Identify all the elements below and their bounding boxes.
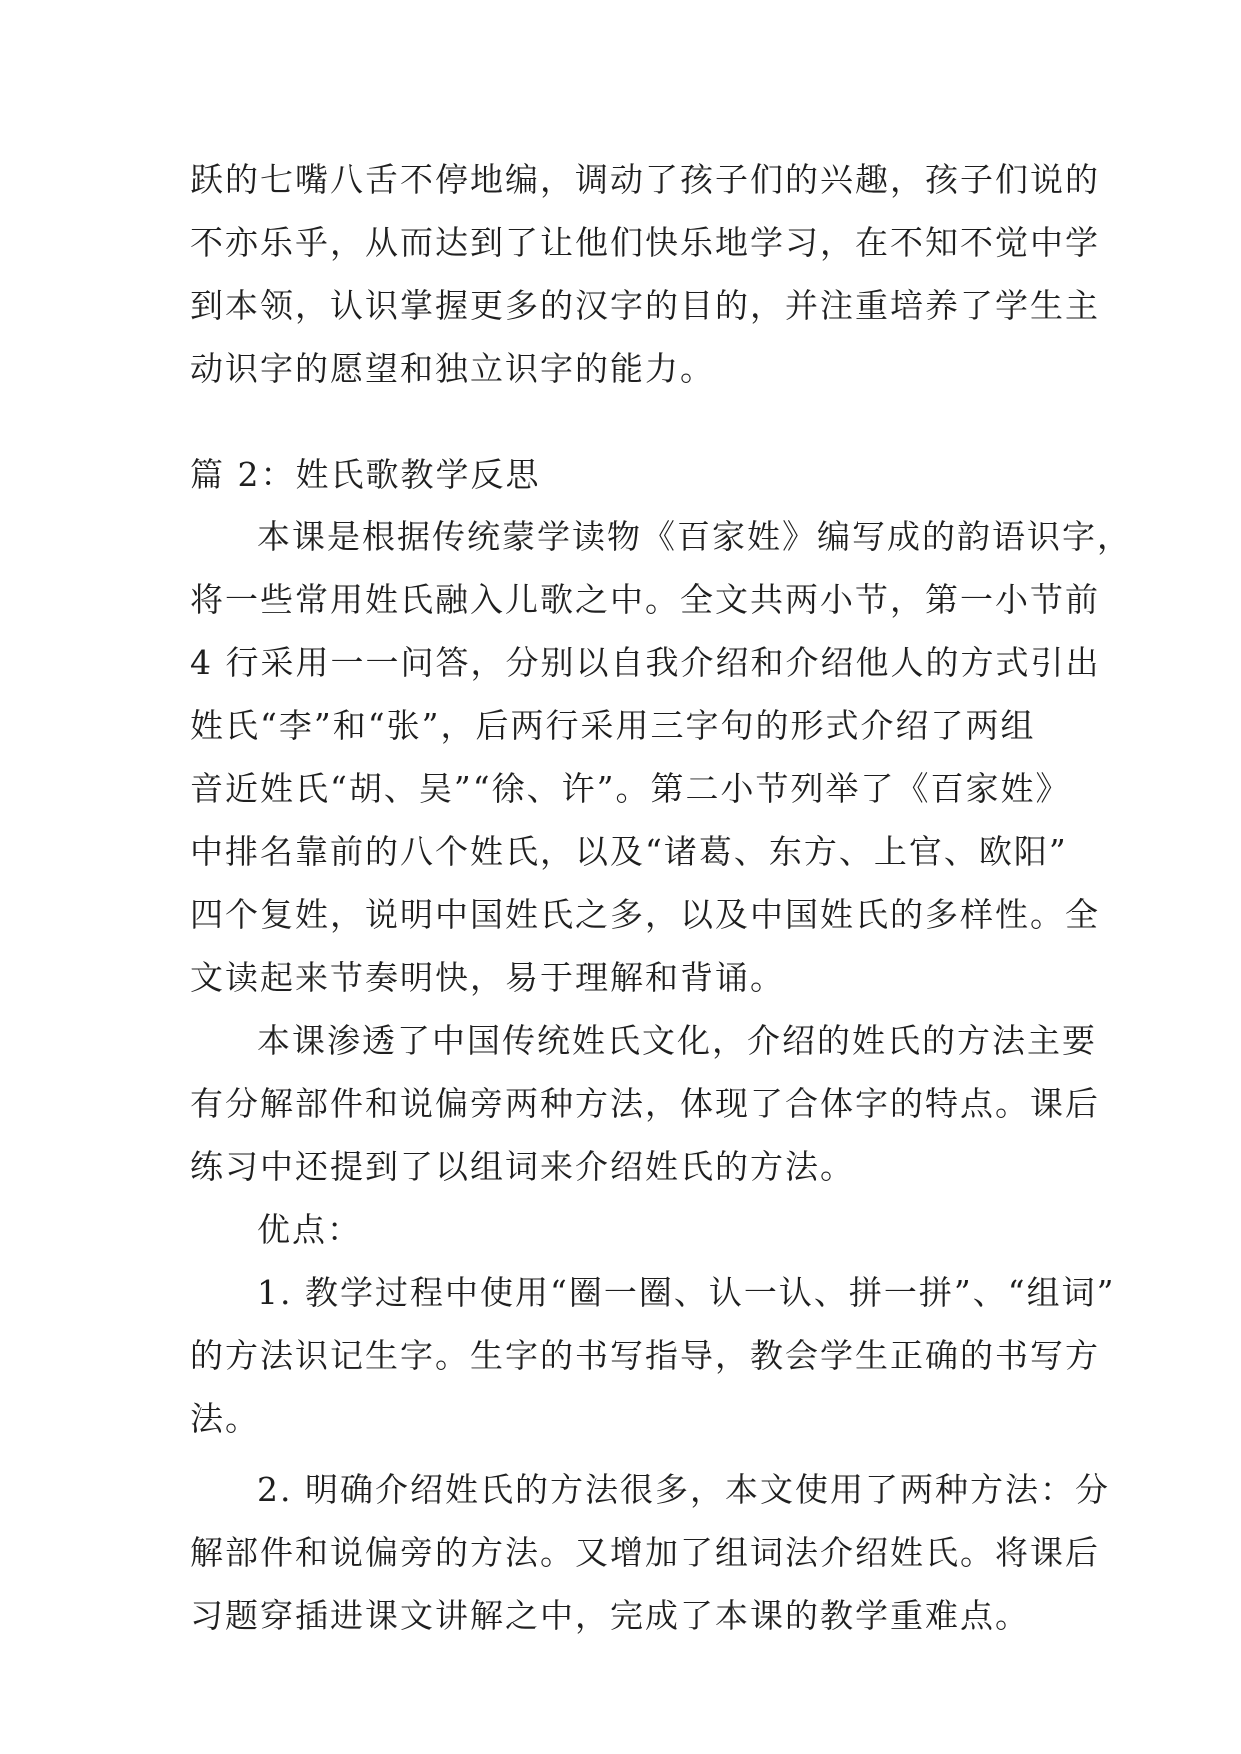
continuation-line: 动识字的愿望和独立识字的能力。 bbox=[190, 349, 715, 388]
paragraph-line: 中排名靠前的八个姓氏，以及“诸葛、东方、上官、欧阳” bbox=[190, 832, 1068, 871]
paragraph-line: 本课是根据传统蒙学读物《百家姓》编写成的韵语识字， bbox=[257, 517, 1132, 556]
paragraph-line: 有分解部件和说偏旁两种方法，体现了合体字的特点。课后 bbox=[190, 1084, 1100, 1123]
paragraph-line: 音近姓氏“胡、吴”“徐、许”。第二小节列举了《百家姓》 bbox=[190, 769, 1071, 808]
paragraph-line: 姓氏“李”和“张”，后两行采用三字句的形式介绍了两组 bbox=[190, 706, 1036, 745]
paragraph-line: 本课渗透了中国传统姓氏文化，介绍的姓氏的方法主要 bbox=[257, 1021, 1097, 1060]
continuation-line: 到本领，认识掌握更多的汉字的目的，并注重培养了学生主 bbox=[190, 286, 1100, 325]
paragraph-line: 文读起来节奏明快，易于理解和背诵。 bbox=[190, 958, 785, 997]
paragraph-line: 将一些常用姓氏融入儿歌之中。全文共两小节，第一小节前 bbox=[190, 580, 1100, 619]
list-item-line: 习题穿插进课文讲解之中，完成了本课的教学重难点。 bbox=[190, 1596, 1030, 1635]
advantages-label: 优点： bbox=[257, 1210, 362, 1249]
list-item-line: 1. 教学过程中使用“圈一圈、认一认、拼一拼”、“组词” bbox=[257, 1273, 1116, 1312]
list-item-line: 解部件和说偏旁的方法。又增加了组词法介绍姓氏。将课后 bbox=[190, 1533, 1100, 1572]
continuation-line: 不亦乐乎，从而达到了让他们快乐地学习，在不知不觉中学 bbox=[190, 223, 1100, 262]
paragraph-line: 四个复姓，说明中国姓氏之多，以及中国姓氏的多样性。全 bbox=[190, 895, 1100, 934]
paragraph-line: 4 行采用一一问答，分别以自我介绍和介绍他人的方式引出 bbox=[190, 643, 1101, 682]
section-heading: 篇 2：姓氏歌教学反思 bbox=[190, 455, 541, 494]
list-item-line: 的方法识记生字。生字的书写指导，教会学生正确的书写方 bbox=[190, 1336, 1100, 1375]
paragraph-line: 练习中还提到了以组词来介绍姓氏的方法。 bbox=[190, 1147, 855, 1186]
continuation-line: 跃的七嘴八舌不停地编，调动了孩子们的兴趣，孩子们说的 bbox=[190, 160, 1100, 199]
list-item-line: 法。 bbox=[190, 1399, 260, 1438]
list-item-line: 2. 明确介绍姓氏的方法很多，本文使用了两种方法：分 bbox=[257, 1470, 1110, 1509]
